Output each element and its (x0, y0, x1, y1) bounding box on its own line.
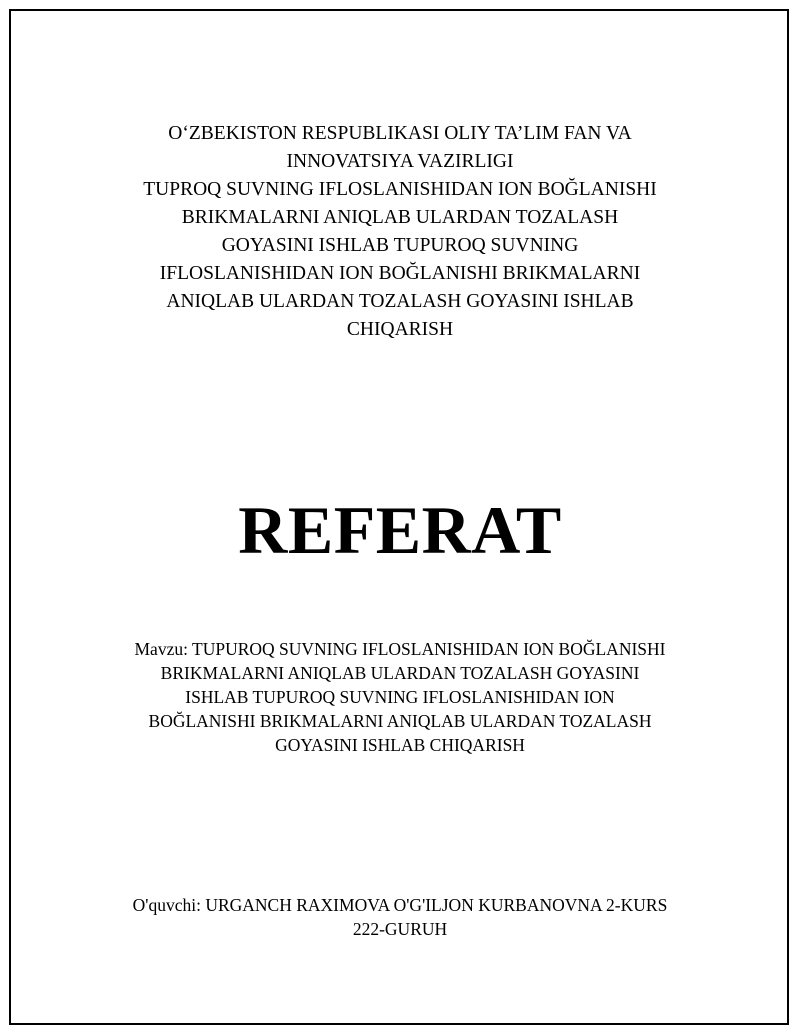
topic-section (100, 637, 700, 757)
topic-line: BRIKMALARNI ANIQLAB ULARDAN TOZALASH GOYASINI (160, 663, 640, 683)
header-line: INNOVATSIYA VAZIRLIGI (286, 151, 514, 172)
header-line: TUPROQ SUVNING IFLOSLANISHIDAN ION BOĞLANISHI (143, 179, 657, 200)
topic-line: ISHLAB TUPUROQ SUVNING IFLOSLANISHIDAN ION (185, 687, 615, 707)
topic-line: Mavzu: TUPUROQ SUVNING IFLOSLANISHIDAN ION BOĞLANISHI (134, 639, 666, 659)
header-line: O‘ZBEKISTON RESPUBLIKASI OLIY TA’LIM FAN VA (168, 123, 632, 144)
header-line: ANIQLAB ULARDAN TOZALASH GOYASINI ISHLAB (166, 291, 634, 312)
student-line: 222-GURUH (352, 919, 448, 939)
ministry-header (100, 120, 700, 344)
student-line: O'quvchi: URGANCH RAXIMOVA O'G'ILJON KURBANOVNA 2-KURS (132, 895, 668, 915)
topic-line: GOYASINI ISHLAB CHIQARISH (275, 735, 525, 755)
header-line: IFLOSLANISHIDAN ION BOĞLANISHI BRIKMALARNI (159, 263, 641, 284)
student-info (100, 893, 700, 941)
document-type-title: REFERAT (238, 492, 562, 568)
topic-line: BOĞLANISHI BRIKMALARNI ANIQLAB ULARDAN TOZALASH (148, 711, 652, 731)
header-line: BRIKMALARNI ANIQLAB ULARDAN TOZALASH (181, 207, 619, 228)
header-line: GOYASINI ISHLAB TUPUROQ SUVNING (221, 235, 579, 256)
header-line: CHIQARISH (346, 319, 454, 340)
